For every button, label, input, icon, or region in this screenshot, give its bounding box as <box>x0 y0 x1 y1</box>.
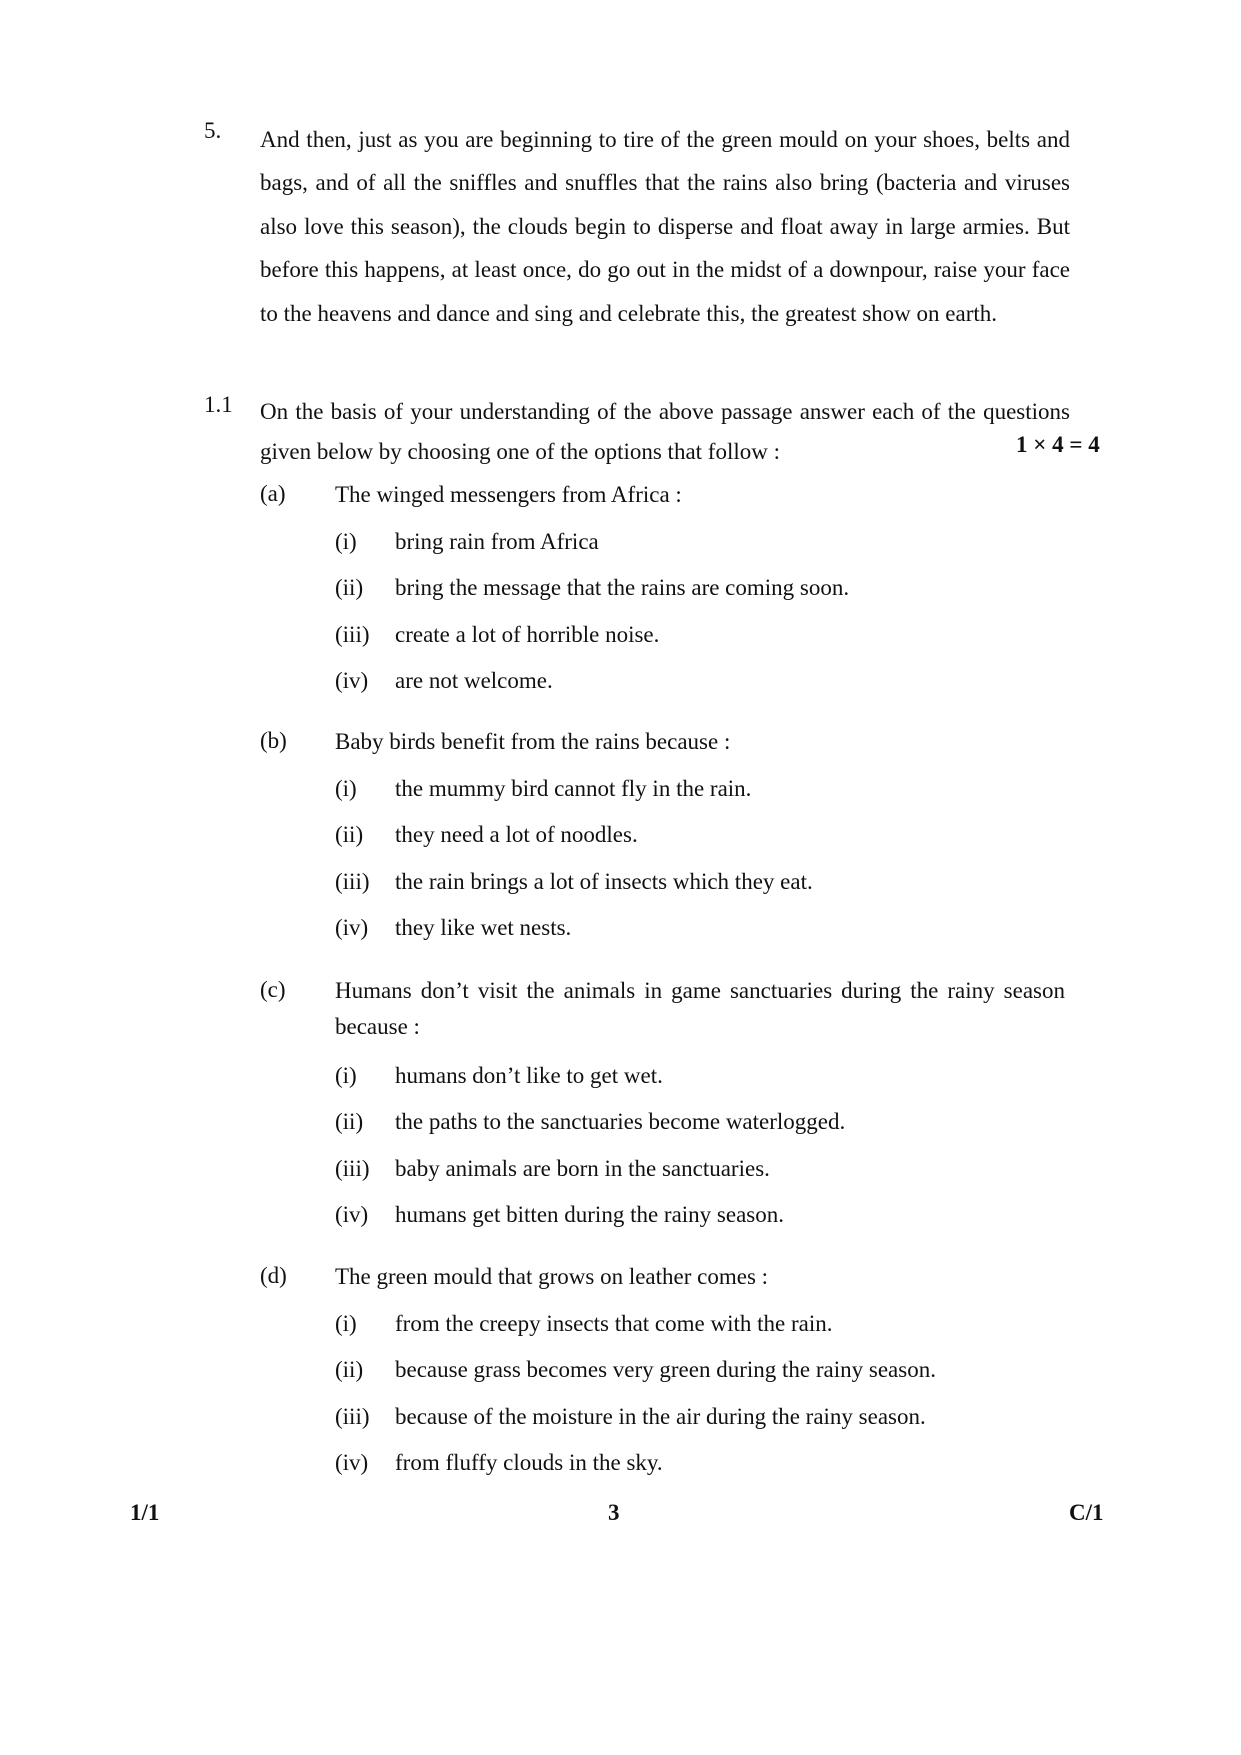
option-number: (i) <box>335 529 357 554</box>
option-number: (ii) <box>335 575 364 600</box>
option-number: (iv) <box>335 1202 369 1227</box>
question-stem: Humans don’t visit the animals in game sanctuaries during the rainy season because : <box>335 978 1065 1039</box>
paragraph-text: And then, just as you are beginning to tire of the green mould on your shoes, belts and bags, and of all the sniffles and snuffles that the rains also bring (bacteria and viruses also love this season), the clouds begin to disperse and float away in large armies. But before this happens, at least once, do go out in the midst of a downpour, raise your face to the heavens and dance and sing and celebrate this, the greatest show on earth. <box>260 127 1070 326</box>
option-text: because of the moisture in the air during the rainy season. <box>395 1404 926 1429</box>
question-label: (c) <box>260 977 286 1002</box>
option-number: (iii) <box>335 622 370 647</box>
option-text: they need a lot of noodles. <box>395 822 638 847</box>
option-number: (i) <box>335 776 357 801</box>
option-number: (iv) <box>335 668 369 693</box>
option-number: (iv) <box>335 1450 369 1475</box>
option-text: the rain brings a lot of insects which they eat. <box>395 869 813 894</box>
page-number: 3 <box>608 1500 620 1525</box>
question-stem: The green mould that grows on leather comes : <box>335 1264 769 1289</box>
question-label: (a) <box>260 481 286 506</box>
option-text: from fluffy clouds in the sky. <box>395 1450 663 1475</box>
question-stem: Baby birds benefit from the rains because : <box>335 729 731 754</box>
option-number: (ii) <box>335 1109 364 1134</box>
option-text: from the creepy insects that come with the rain. <box>395 1311 833 1336</box>
option-number: (iii) <box>335 1404 370 1429</box>
question-stem: The winged messengers from Africa : <box>335 482 682 507</box>
footer-left-code: 1/1 <box>130 1500 160 1525</box>
option-text: because grass becomes very green during the rainy season. <box>395 1357 936 1382</box>
instruction-text: On the basis of your understanding of the above passage answer each of the questions given below by choosing one of the options that follow : <box>260 399 1070 464</box>
marks-label: 1 × 4 = 4 <box>1016 432 1100 457</box>
option-text: they like wet nests. <box>395 915 572 940</box>
question-label: (b) <box>260 728 287 753</box>
paragraph-number: 5. <box>204 118 222 143</box>
option-text: bring rain from Africa <box>395 529 599 554</box>
option-number: (i) <box>335 1063 357 1088</box>
option-number: (iii) <box>335 869 370 894</box>
option-text: the paths to the sanctuaries become waterlogged. <box>395 1109 846 1134</box>
option-number: (i) <box>335 1311 357 1336</box>
option-number: (ii) <box>335 1357 364 1382</box>
section-number: 1.1 <box>204 392 233 417</box>
option-text: create a lot of horrible noise. <box>395 622 660 647</box>
option-number: (iii) <box>335 1156 370 1181</box>
option-text: baby animals are born in the sanctuaries. <box>395 1156 770 1181</box>
option-text: humans don’t like to get wet. <box>395 1063 663 1088</box>
option-number: (ii) <box>335 822 364 847</box>
question-label: (d) <box>260 1263 287 1288</box>
option-number: (iv) <box>335 915 369 940</box>
option-text: the mummy bird cannot fly in the rain. <box>395 776 752 801</box>
option-text: are not welcome. <box>395 668 553 693</box>
footer-right-code: C/1 <box>1069 1500 1104 1525</box>
option-text: bring the message that the rains are coming soon. <box>395 575 850 600</box>
option-text: humans get bitten during the rainy season. <box>395 1202 785 1227</box>
